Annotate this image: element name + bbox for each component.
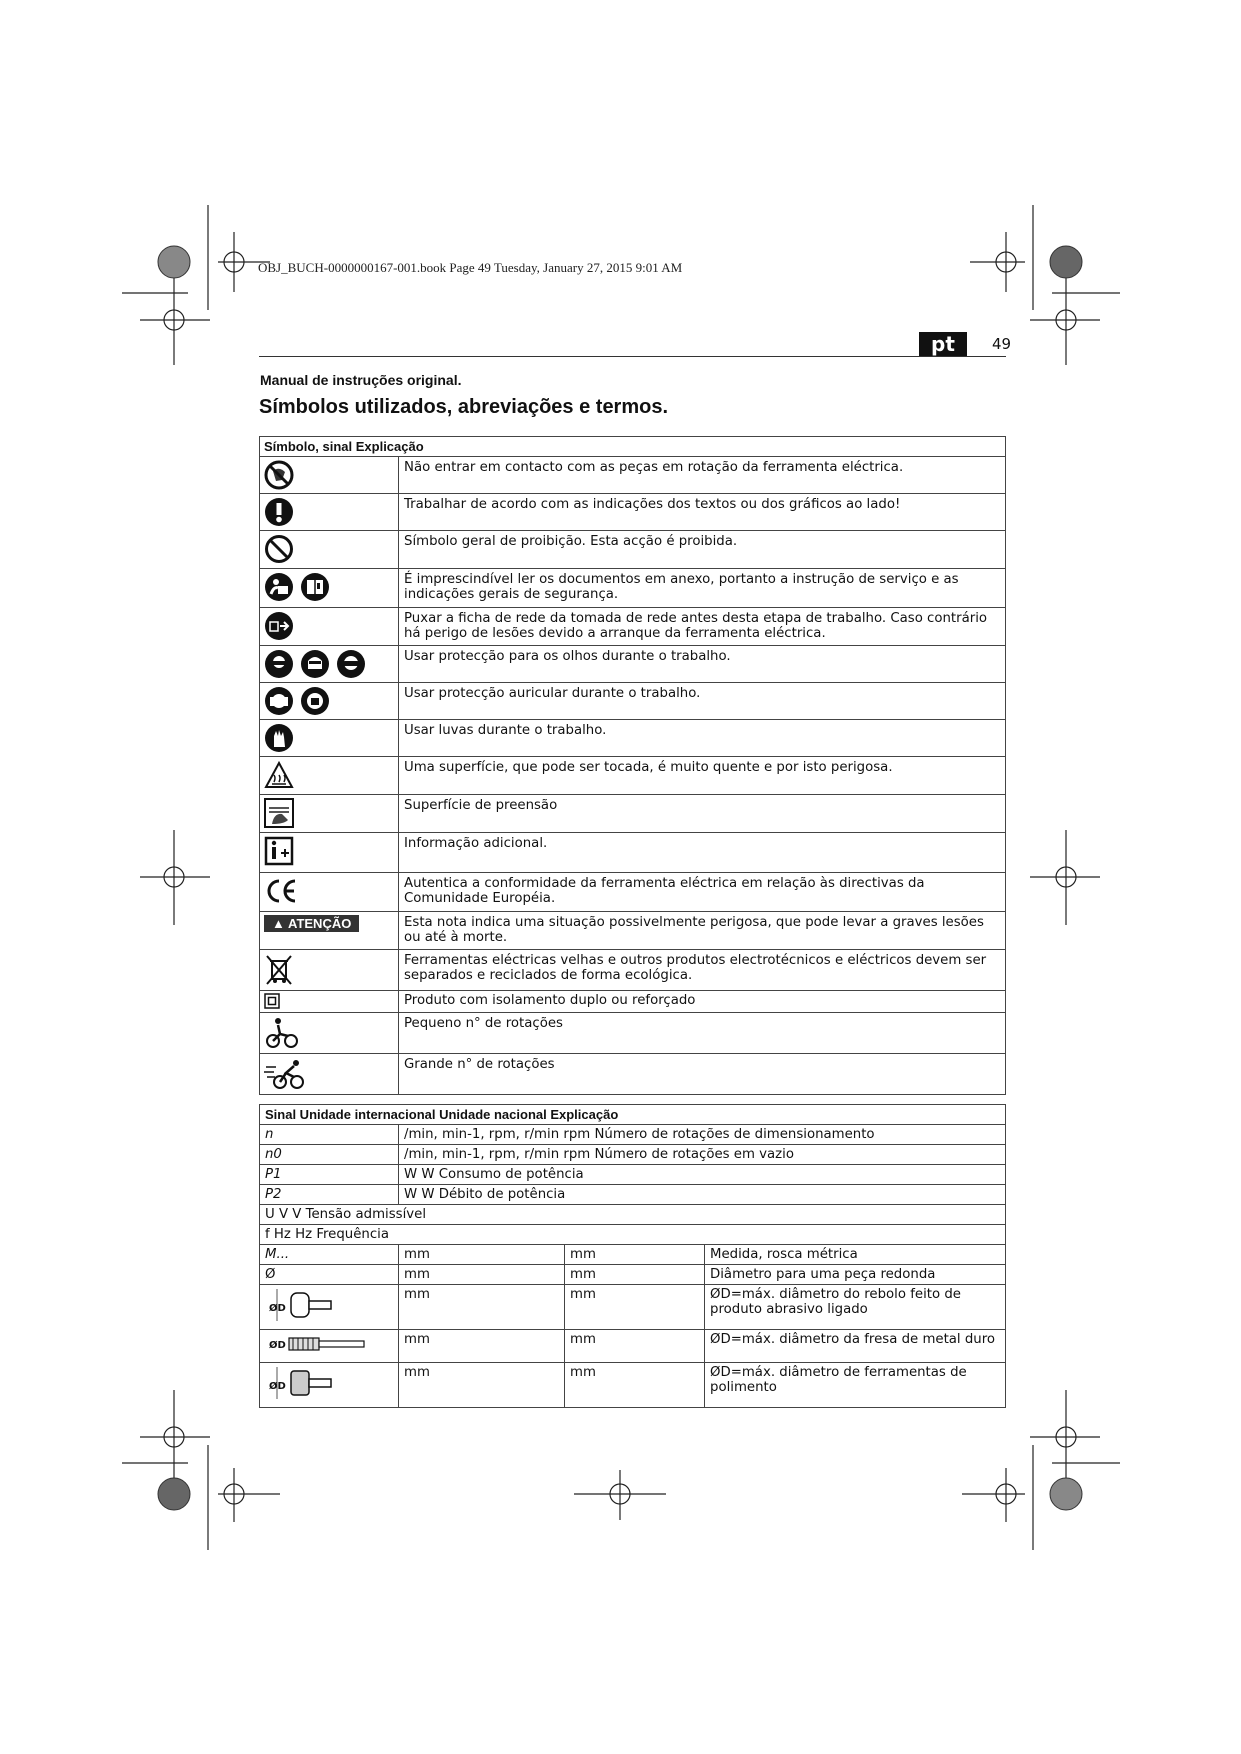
carbide-cutter-diameter-icon <box>265 1332 375 1356</box>
symbol-cell <box>260 1013 399 1054</box>
table-row <box>260 1205 1006 1225</box>
table-row <box>260 1245 1006 1265</box>
table-row <box>260 1330 1006 1363</box>
sign-cell: n <box>260 1125 399 1145</box>
symbol-cell <box>260 833 399 873</box>
symbols-table <box>259 436 1006 1095</box>
grip-surface-icon <box>264 798 294 828</box>
table-row <box>260 912 1006 950</box>
table-row <box>260 1363 1006 1408</box>
svg-text:ØD: ØD <box>269 1303 286 1314</box>
symbol-cell <box>260 873 399 912</box>
unplug-icon <box>264 611 294 641</box>
sign-cell: P1 <box>260 1165 399 1185</box>
explanation-cell: Autentica a conformidade da ferramenta eléctrica em relação às directivas da Comunidade Européia. <box>399 873 1006 912</box>
book-icon <box>300 572 330 602</box>
svg-text:ØD: ØD <box>269 1381 286 1392</box>
natl-unit-cell: mm <box>565 1363 705 1408</box>
page-number: 49 <box>992 335 1012 353</box>
table-row <box>260 1285 1006 1330</box>
table-row <box>260 991 1006 1013</box>
table-row <box>260 531 1006 569</box>
explanation-cell: Não entrar em contacto com as peças em rotação da ferramenta eléctrica. <box>399 457 1006 494</box>
warning-triangle-icon: ▲ <box>272 916 285 931</box>
explanation-cell: Símbolo geral de proibição. Esta acção é proibida. <box>399 531 1006 569</box>
symbol-cell <box>260 1054 399 1095</box>
intl-unit-cell: mm <box>399 1265 565 1285</box>
natl-unit-cell: mm <box>565 1245 705 1265</box>
intl-unit-cell: mm <box>399 1245 565 1265</box>
sign-cell <box>260 1330 399 1363</box>
explanation-cell: Superfície de preensão <box>399 795 1006 833</box>
face-shield-icon <box>300 649 330 679</box>
header-rule <box>259 356 1006 357</box>
symbol-cell <box>260 795 399 833</box>
table-row <box>260 1145 1006 1165</box>
symbol-cell <box>260 608 399 646</box>
table-row <box>260 873 1006 912</box>
natl-unit-cell: mm <box>565 1285 705 1330</box>
sign-cell: Ø <box>260 1265 399 1285</box>
table-row <box>260 608 1006 646</box>
sign-cell: n0 <box>260 1145 399 1165</box>
merged-cell: /min, min-1, rpm, r/min rpm Número de rotações de dimensionamento <box>399 1125 1006 1145</box>
explanation-cell: Trabalhar de acordo com as indicações dos textos ou dos gráficos ao lado! <box>399 494 1006 531</box>
table-row <box>260 569 1006 608</box>
explanation-cell: Uma superfície, que pode ser tocada, é muito quente e por isto perigosa. <box>399 757 1006 795</box>
intl-unit-cell: mm <box>399 1330 565 1363</box>
explanation-cell: ØD=máx. diâmetro do rebolo feito de produto abrasivo ligado <box>705 1285 1006 1330</box>
fast-cyclist-icon <box>264 1057 308 1091</box>
table-row <box>260 1125 1006 1145</box>
info-icon <box>264 836 294 866</box>
intl-unit-cell: mm <box>399 1363 565 1408</box>
sign-cell <box>260 1363 399 1408</box>
subtitle: Manual de instruções original. <box>260 372 462 388</box>
sign-cell <box>260 1285 399 1330</box>
goggles-icon <box>336 649 366 679</box>
explanation-cell: Informação adicional. <box>399 833 1006 873</box>
table-row <box>260 720 1006 757</box>
units-header-cell: Sinal Unidade internacional Unidade nacional Explicação <box>260 1105 1006 1125</box>
explanation-cell: ØD=máx. diâmetro de ferramentas de polimento <box>705 1363 1006 1408</box>
table-row <box>260 1013 1006 1054</box>
prohibition-icon <box>264 534 294 564</box>
explanation-cell: Usar protecção auricular durante o trabalho. <box>399 683 1006 720</box>
natl-unit-cell: mm <box>565 1265 705 1285</box>
warning-badge-label: ATENÇÃO <box>288 916 352 931</box>
explanation-cell: Esta nota indica uma situação possivelmente perigosa, que pode levar a graves lesões ou até à morte. <box>399 912 1006 950</box>
explanation-cell: Ferramentas eléctricas velhas e outros produtos electrotécnicos e eléctricos devem ser separados e reciclados de forma ecológica. <box>399 950 1006 991</box>
table-row <box>260 1165 1006 1185</box>
explanation-cell: Usar luvas durante o trabalho. <box>399 720 1006 757</box>
table-row <box>260 757 1006 795</box>
table-row <box>260 1265 1006 1285</box>
symbol-cell <box>260 531 399 569</box>
table-row <box>260 950 1006 991</box>
explanation-cell: Produto com isolamento duplo ou reforçado <box>399 991 1006 1013</box>
symbol-cell <box>260 912 399 950</box>
polishing-tool-diameter-icon <box>265 1365 345 1401</box>
abrasive-wheel-diameter-icon <box>265 1287 345 1323</box>
symbol-cell <box>260 569 399 608</box>
no-contact-rotating-icon <box>264 460 294 490</box>
file-header-line: OBJ_BUCH-0000000167-001.book Page 49 Tuesday, January 27, 2015 9:01 AM <box>258 260 683 275</box>
ear-protection-icon <box>264 686 294 716</box>
merged-cell: U V V Tensão admissível <box>260 1205 1006 1225</box>
symbol-cell <box>260 683 399 720</box>
symbol-cell <box>260 457 399 494</box>
symbols-header-cell: Símbolo, sinal Explicação <box>260 437 1006 457</box>
language-badge: pt <box>919 332 967 356</box>
natl-unit-cell: mm <box>565 1330 705 1363</box>
table-row <box>260 833 1006 873</box>
explanation-cell: É imprescindível ler os documentos em anexo, portanto a instrução de serviço e as indicações gerais de segurança. <box>399 569 1006 608</box>
page-title: Símbolos utilizados, abreviações e termos. <box>259 396 669 418</box>
explanation-cell: Puxar a ficha de rede da tomada de rede antes desta etapa de trabalho. Caso contrário há perigo de lesões devido a arranque da ferramenta eléctrica. <box>399 608 1006 646</box>
eye-protection-icon <box>264 649 294 679</box>
svg-text:ØD: ØD <box>269 1340 286 1351</box>
slow-cyclist-icon <box>264 1016 300 1050</box>
merged-cell: f Hz Hz Frequência <box>260 1225 1006 1245</box>
table-row <box>260 457 1006 494</box>
sign-cell: P2 <box>260 1185 399 1205</box>
hot-surface-icon <box>264 760 294 790</box>
gloves-icon <box>264 723 294 753</box>
explanation-cell: Usar protecção para os olhos durante o trabalho. <box>399 646 1006 683</box>
symbol-cell <box>260 494 399 531</box>
units-table <box>259 1104 1006 1408</box>
symbol-cell <box>260 950 399 991</box>
symbol-cell <box>260 646 399 683</box>
table-row <box>260 683 1006 720</box>
table-row <box>260 795 1006 833</box>
explanation-cell: ØD=máx. diâmetro da fresa de metal duro <box>705 1330 1006 1363</box>
symbol-cell <box>260 991 399 1013</box>
explanation-cell: Pequeno n° de rotações <box>399 1013 1006 1054</box>
read-manual-icon <box>264 572 294 602</box>
ear-muffs-icon <box>300 686 330 716</box>
explanation-cell: Grande n° de rotações <box>399 1054 1006 1095</box>
table-row <box>260 494 1006 531</box>
symbol-cell <box>260 757 399 795</box>
symbol-cell <box>260 720 399 757</box>
mandatory-exclamation-icon <box>264 497 294 527</box>
ce-mark-icon <box>264 876 298 906</box>
sign-cell: M... <box>260 1245 399 1265</box>
intl-unit-cell: mm <box>399 1285 565 1330</box>
merged-cell: W W Consumo de potência <box>399 1165 1006 1185</box>
table-row <box>260 1225 1006 1245</box>
table-row <box>260 1054 1006 1095</box>
merged-cell: /min, min-1, rpm, r/min rpm Número de rotações em vazio <box>399 1145 1006 1165</box>
explanation-cell: Medida, rosca métrica <box>705 1245 1006 1265</box>
weee-bin-icon <box>264 953 294 987</box>
table-row <box>260 1185 1006 1205</box>
warning-badge <box>264 915 359 932</box>
merged-cell: W W Débito de potência <box>399 1185 1006 1205</box>
symbols-table-header <box>260 437 1006 457</box>
double-insulation-icon <box>264 993 280 1009</box>
table-row <box>260 646 1006 683</box>
explanation-cell: Diâmetro para uma peça redonda <box>705 1265 1006 1285</box>
units-table-header <box>260 1105 1006 1125</box>
